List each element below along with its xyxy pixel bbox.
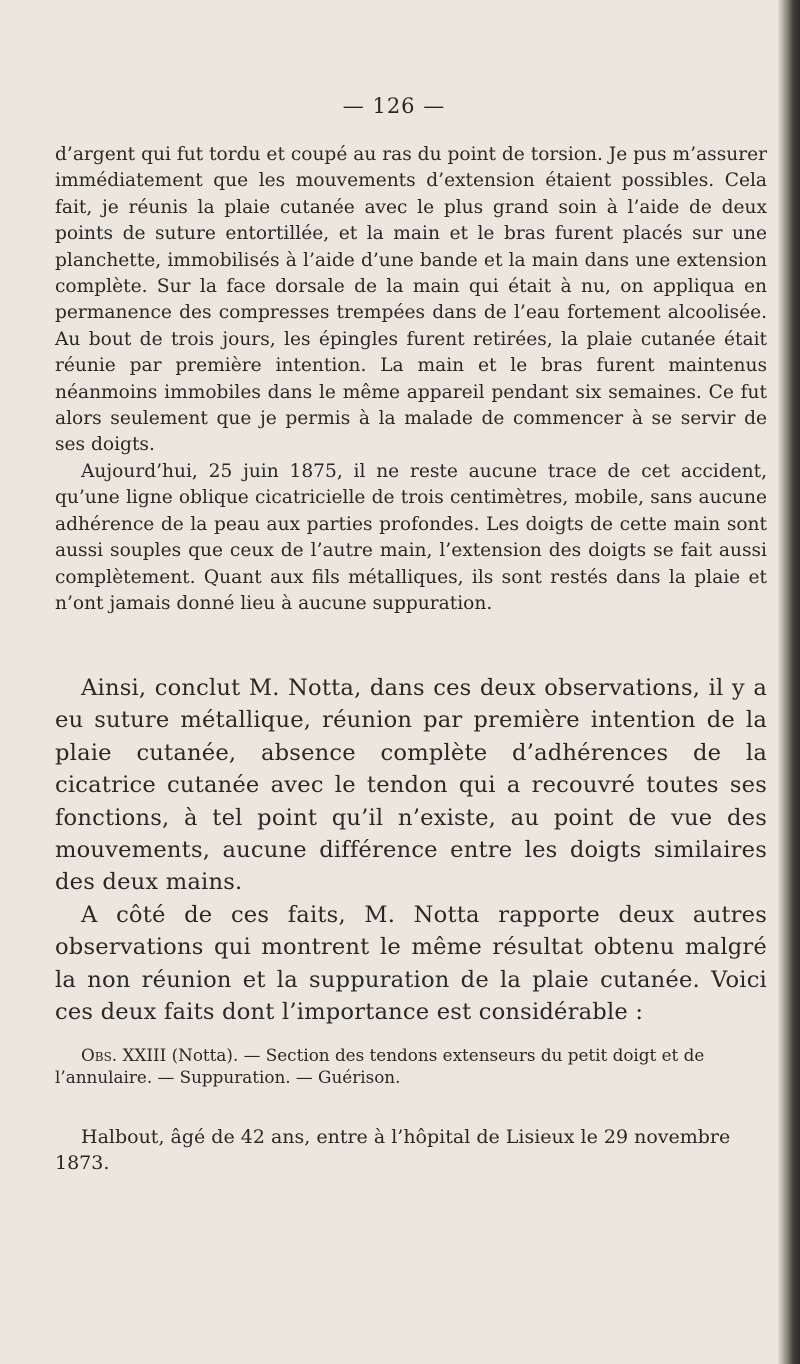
paragraph-1: d’argent qui fut tordu et coupé au ras du point de torsion. Je pus m’assurer immédiatement que les mouvements d’extension étaient possibles. Cela fait, je réunis la plaie cutanée avec le plus grand soin à l’aide de deux points de suture entortillée, et la main et le bras furent placés sur une planchette, immobilisés à l’aide d’une bande et la main dans une extension complète. Sur la face dorsale de la main qui était à nu, on appliqua en permanence des compresses trempées dans de l’eau fortement alcoolisée. Au bout de trois jours, les épingles furent retirées, la plaie cutanée était réunie par première intention. La main et le bras furent maintenus néanmoins immobiles dans le même appareil pendant six semaines. Ce fut alors seulement que je permis à la malade de commencer à se servir de ses doigts. [55, 144, 767, 456]
text-block-small [55, 142, 767, 617]
observation-text: Halbout, âgé de 42 ans, entre à l’hôpital de Lisieux le 29 novembre 1873. [55, 1126, 731, 1174]
observation-title [55, 1044, 767, 1088]
text-block-large [55, 672, 767, 1028]
paragraph-3: Ainsi, conclut M. Notta, dans ces deux observations, il y a eu suture métallique, réunion par première intention de la plaie cutanée, absence complète d’adhérences de la cicatrice cutanée avec le tendon qui a recouvré toutes ses fonctions, à tel point qu’il n’existe, au point de vue des mouvements, aucune différence entre les doigts similaires des deux mains. [55, 675, 767, 896]
observation-subtitle: — Suppuration. — Guérison. [157, 1067, 401, 1087]
observation-body [55, 1124, 767, 1176]
page-number: — 126 — [342, 94, 446, 118]
paragraph-4: A côté de ces faits, M. Notta rapporte deux autres observations qui montrent le même résultat obtenu malgré la non réunion et la suppuration de la plaie cutanée. Voici ces deux faits dont l’importance est considérable : [55, 901, 767, 1026]
paragraph-2: Aujourd’hui, 25 juin 1875, il ne reste aucune trace de cet accident, qu’une ligne oblique cicatricielle de trois centimètres, mobile, sans aucune adhérence de la peau aux parties profondes. Les doigts de cette main sont aussi souples que ceux de l’autre main, l’extension des doigts se fait aussi complètement. Quant aux fils métalliques, ils sont restés dans la plaie et n’ont jamais donné lieu à aucune suppuration. [55, 460, 767, 614]
observation-heading [55, 1044, 767, 1088]
page-edge-shadow [778, 0, 800, 1364]
observation-title-text: XXIII (Notta). — Section des tendons extenseurs du petit doigt et de l’annulaire. [55, 1045, 705, 1087]
observation-label: Obs. [81, 1045, 118, 1065]
